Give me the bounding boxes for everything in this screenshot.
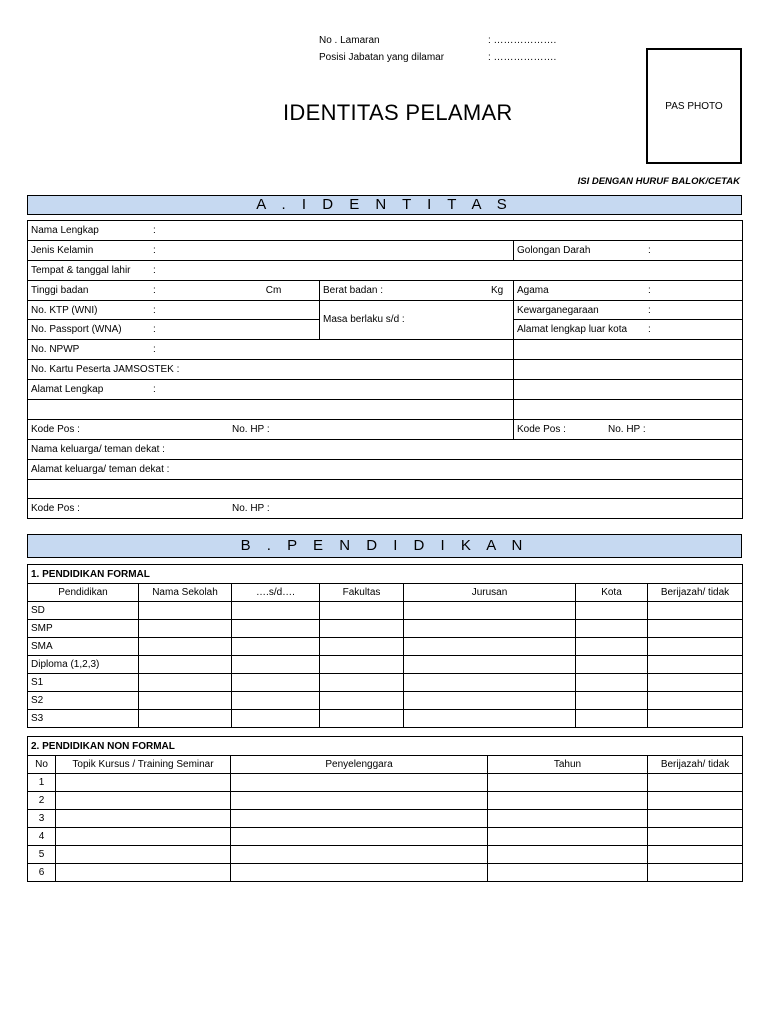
formal-level-label: S1 xyxy=(28,674,139,692)
tinggi-badan-cell[interactable]: Tinggi badan : Cm xyxy=(28,280,320,300)
nonformal-entry-cell[interactable] xyxy=(231,810,488,828)
nonformal-entry-cell[interactable] xyxy=(231,792,488,810)
nonformal-number: 5 xyxy=(28,846,56,864)
no-lamaran-value[interactable]: : ………………. xyxy=(488,35,557,46)
no-ktp-cell[interactable]: No. KTP (WNI) : xyxy=(28,300,320,320)
formal-level-label: SD xyxy=(28,602,139,620)
formal-entry-cell[interactable] xyxy=(320,710,404,728)
formal-entry-cell[interactable] xyxy=(320,620,404,638)
nonformal-entry-cell[interactable] xyxy=(231,864,488,882)
formal-entry-cell[interactable] xyxy=(576,656,648,674)
agama-cell[interactable]: Agama : xyxy=(514,280,743,300)
formal-entry-cell[interactable] xyxy=(648,638,743,656)
table-row xyxy=(28,792,743,810)
instruction-note: ISI DENGAN HURUF BALOK/CETAK xyxy=(577,176,740,187)
tempat-lahir-row[interactable]: Tempat & tanggal lahir : xyxy=(28,260,743,280)
table-row xyxy=(28,620,743,638)
table-row xyxy=(28,710,743,728)
luar-kota-line-2[interactable] xyxy=(514,360,743,380)
nonformal-entry-cell[interactable] xyxy=(56,864,231,882)
formal-entry-cell[interactable] xyxy=(232,656,320,674)
formal-entry-cell[interactable] xyxy=(404,656,576,674)
formal-entry-cell[interactable] xyxy=(232,620,320,638)
nonformal-number: 2 xyxy=(28,792,56,810)
formal-entry-cell[interactable] xyxy=(648,692,743,710)
formal-entry-cell[interactable] xyxy=(648,602,743,620)
table-row xyxy=(28,864,743,882)
nama-keluarga-row[interactable]: Nama keluarga/ teman dekat : xyxy=(28,439,743,459)
nonformal-header-row xyxy=(28,756,743,774)
nonformal-number: 1 xyxy=(28,774,56,792)
formal-entry-cell[interactable] xyxy=(139,692,232,710)
table-row xyxy=(28,602,743,620)
nonformal-entry-cell[interactable] xyxy=(648,792,743,810)
no-npwp-row[interactable]: No. NPWP : xyxy=(28,340,514,360)
nonformal-header-cell: Penyelenggara xyxy=(231,756,488,774)
table-row xyxy=(28,656,743,674)
formal-header-cell: ….s/d…. xyxy=(232,584,320,602)
formal-level-label: Diploma (1,2,3) xyxy=(28,656,139,674)
formal-entry-cell[interactable] xyxy=(320,692,404,710)
formal-header-row xyxy=(28,584,743,602)
masa-berlaku-cell[interactable]: Masa berlaku s/d : xyxy=(320,300,514,340)
formal-entry-cell[interactable] xyxy=(648,620,743,638)
luar-kota-line-4[interactable] xyxy=(514,400,743,420)
formal-entry-cell[interactable] xyxy=(404,638,576,656)
table-row xyxy=(28,774,743,792)
formal-entry-cell[interactable] xyxy=(139,602,232,620)
luar-kota-line-1[interactable] xyxy=(514,340,743,360)
formal-entry-cell[interactable] xyxy=(232,602,320,620)
table-row xyxy=(28,810,743,828)
pendidikan-nonformal-table xyxy=(27,736,743,882)
pas-photo-box[interactable] xyxy=(646,48,742,164)
alamat-lengkap-row[interactable]: Alamat Lengkap : xyxy=(28,380,514,400)
nonformal-number: 3 xyxy=(28,810,56,828)
formal-entry-cell[interactable] xyxy=(232,710,320,728)
kode-pos-keluarga-row[interactable]: Kode Pos : No. HP : xyxy=(28,499,743,519)
table-row xyxy=(28,638,743,656)
table-row xyxy=(28,674,743,692)
no-lamaran-label: No . Lamaran xyxy=(319,35,380,46)
kewarganegaraan-cell[interactable]: Kewarganegaraan : xyxy=(514,300,743,320)
pendidikan-nonformal-title: 2. PENDIDIKAN NON FORMAL xyxy=(28,737,743,756)
alamat-luar-kota-cell[interactable]: Alamat lengkap luar kota : xyxy=(514,320,743,340)
table-row xyxy=(28,692,743,710)
nonformal-entry-cell[interactable] xyxy=(488,774,648,792)
nonformal-header-cell: Berijazah/ tidak xyxy=(648,756,743,774)
formal-header-cell: Kota xyxy=(576,584,648,602)
formal-level-label: S3 xyxy=(28,710,139,728)
no-passport-cell[interactable]: No. Passport (WNA) : xyxy=(28,320,320,340)
formal-header-cell: Pendidikan xyxy=(28,584,139,602)
kode-pos-row[interactable]: Kode Pos : No. HP : xyxy=(28,419,514,439)
posisi-label: Posisi Jabatan yang dilamar xyxy=(319,52,445,63)
formal-entry-cell[interactable] xyxy=(648,710,743,728)
formal-entry-cell[interactable] xyxy=(232,638,320,656)
formal-entry-cell[interactable] xyxy=(404,674,576,692)
formal-entry-cell[interactable] xyxy=(320,602,404,620)
formal-entry-cell[interactable] xyxy=(320,674,404,692)
nonformal-entry-cell[interactable] xyxy=(231,828,488,846)
formal-entry-cell[interactable] xyxy=(139,638,232,656)
nonformal-entry-cell[interactable] xyxy=(231,846,488,864)
nonformal-entry-cell[interactable] xyxy=(648,864,743,882)
formal-entry-cell[interactable] xyxy=(404,692,576,710)
nonformal-entry-cell[interactable] xyxy=(56,828,231,846)
formal-entry-cell[interactable] xyxy=(232,674,320,692)
pendidikan-formal-table xyxy=(27,564,743,728)
nonformal-entry-cell[interactable] xyxy=(56,792,231,810)
nonformal-entry-cell[interactable] xyxy=(648,774,743,792)
nonformal-entry-cell[interactable] xyxy=(488,846,648,864)
pendidikan-formal-title: 1. PENDIDIKAN FORMAL xyxy=(28,565,743,584)
formal-entry-cell[interactable] xyxy=(576,602,648,620)
kode-pos-luar-kota-cell[interactable]: Kode Pos : No. HP : xyxy=(514,419,743,439)
pas-photo-label: PAS PHOTO xyxy=(665,101,723,112)
table-row xyxy=(28,846,743,864)
nonformal-header-cell: Topik Kursus / Training Seminar xyxy=(56,756,231,774)
formal-entry-cell[interactable] xyxy=(404,710,576,728)
nama-lengkap-row[interactable]: Nama Lengkap : xyxy=(28,221,743,241)
formal-entry-cell[interactable] xyxy=(232,692,320,710)
nonformal-entry-cell[interactable] xyxy=(648,828,743,846)
alamat-keluarga-row[interactable]: Alamat keluarga/ teman dekat : xyxy=(28,459,743,479)
nonformal-entry-cell[interactable] xyxy=(488,792,648,810)
formal-entry-cell[interactable] xyxy=(404,602,576,620)
formal-entry-cell[interactable] xyxy=(648,674,743,692)
nonformal-entry-cell[interactable] xyxy=(488,864,648,882)
identitas-table xyxy=(27,220,743,519)
nonformal-number: 4 xyxy=(28,828,56,846)
formal-entry-cell[interactable] xyxy=(320,638,404,656)
formal-header-cell: Fakultas xyxy=(320,584,404,602)
formal-entry-cell[interactable] xyxy=(576,620,648,638)
nonformal-entry-cell[interactable] xyxy=(56,810,231,828)
alamat-keluarga-line-2[interactable] xyxy=(28,479,743,499)
page-title: IDENTITAS PELAMAR xyxy=(283,100,513,125)
nonformal-entry-cell[interactable] xyxy=(648,810,743,828)
berat-badan-cell[interactable]: Berat badan : Kg xyxy=(320,280,514,300)
nonformal-entry-cell[interactable] xyxy=(488,810,648,828)
formal-level-label: S2 xyxy=(28,692,139,710)
luar-kota-line-3[interactable] xyxy=(514,380,743,400)
formal-entry-cell[interactable] xyxy=(576,710,648,728)
formal-header-cell: Nama Sekolah xyxy=(139,584,232,602)
formal-entry-cell[interactable] xyxy=(139,656,232,674)
formal-entry-cell[interactable] xyxy=(139,620,232,638)
formal-entry-cell[interactable] xyxy=(576,692,648,710)
formal-entry-cell[interactable] xyxy=(576,638,648,656)
formal-level-label: SMA xyxy=(28,638,139,656)
nonformal-entry-cell[interactable] xyxy=(56,846,231,864)
nonformal-entry-cell[interactable] xyxy=(488,828,648,846)
nonformal-entry-cell[interactable] xyxy=(231,774,488,792)
posisi-value[interactable]: : ………………. xyxy=(488,52,557,63)
no-jamsostek-row[interactable]: No. Kartu Peserta JAMSOSTEK : xyxy=(28,360,514,380)
formal-entry-cell[interactable] xyxy=(320,656,404,674)
nonformal-header-cell: No xyxy=(28,756,56,774)
formal-entry-cell[interactable] xyxy=(648,656,743,674)
nonformal-entry-cell[interactable] xyxy=(648,846,743,864)
nonformal-header-cell: Tahun xyxy=(488,756,648,774)
formal-level-label: SMP xyxy=(28,620,139,638)
section-b-title: B . P E N D I D I K A N xyxy=(27,534,742,558)
formal-header-cell: Jurusan xyxy=(404,584,576,602)
formal-entry-cell[interactable] xyxy=(139,710,232,728)
formal-header-cell: Berijazah/ tidak xyxy=(648,584,743,602)
alamat-lengkap-line-2[interactable] xyxy=(28,400,514,420)
table-row xyxy=(28,828,743,846)
nonformal-entry-cell[interactable] xyxy=(56,774,231,792)
formal-entry-cell[interactable] xyxy=(404,620,576,638)
golongan-darah-cell[interactable]: Golongan Darah : xyxy=(514,240,743,260)
section-a-title: A . I D E N T I T A S xyxy=(27,195,742,215)
jenis-kelamin-row[interactable]: Jenis Kelamin : xyxy=(28,240,514,260)
nonformal-number: 6 xyxy=(28,864,56,882)
formal-entry-cell[interactable] xyxy=(576,674,648,692)
formal-entry-cell[interactable] xyxy=(139,674,232,692)
